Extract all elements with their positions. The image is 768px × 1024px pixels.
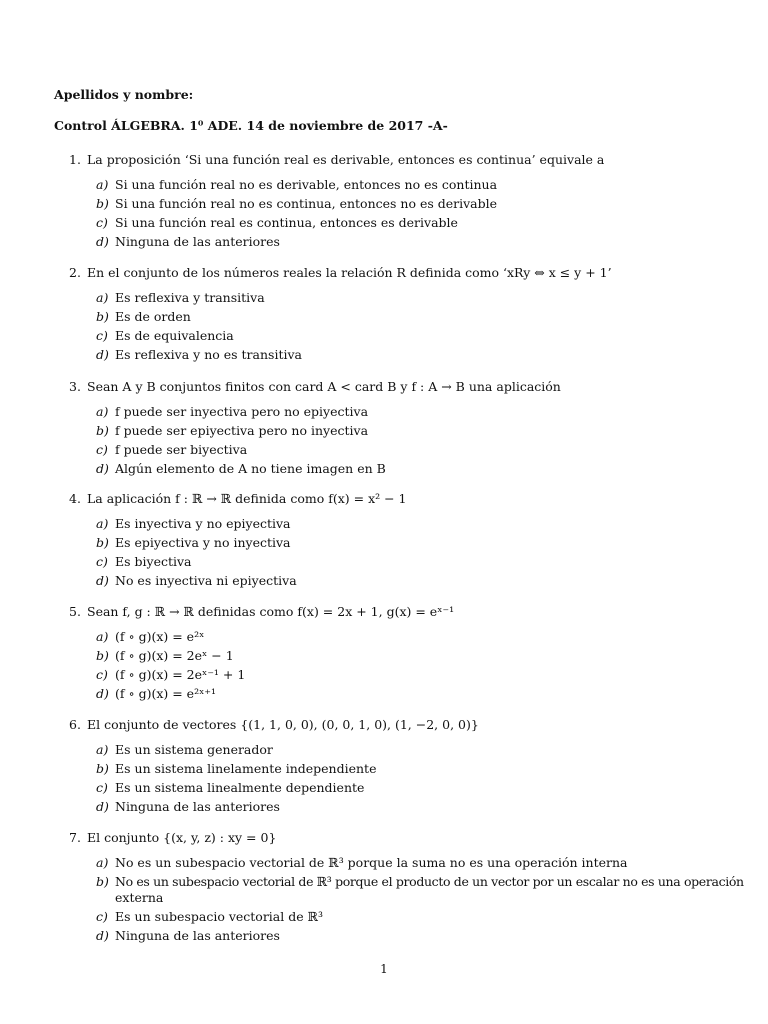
option-letter: c) [96,442,108,457]
option-text: f puede ser epiyectiva pero no inyectiva [115,423,369,438]
option-letter: a) [96,516,109,531]
option-text: Es reflexiva y no es transitiva [115,347,302,362]
option-letter: a) [96,742,109,757]
question-7 [69,830,276,845]
option-5c [96,667,245,682]
option-letter: b) [96,648,109,663]
option-2a [96,290,265,305]
option-text: Si una función real no es derivable, entonces no es continua [115,177,498,192]
question-text: La proposición ‘Si una función real es derivable, entonces es continua’ equivale a [87,152,605,167]
option-letter: a) [96,629,109,644]
option-letter: b) [96,761,109,776]
option-text: Es de equivalencia [115,328,234,343]
option-letter: c) [96,554,108,569]
option-2d [96,347,302,362]
option-text: Es un sistema linealmente dependiente [115,780,365,795]
option-text: No es un subespacio vectorial de ℝ³ porque la suma no es una operación interna [115,855,628,870]
option-letter: a) [96,177,109,192]
option-text: Es inyectiva y no epiyectiva [115,516,291,531]
question-5 [69,604,454,619]
option-text: Algún elemento de A no tiene imagen en B [115,461,386,476]
question-3 [69,379,561,394]
option-text: No es inyectiva ni epiyectiva [115,573,297,588]
option-text: (f ∘ g)(x) = e²ˣ [115,629,205,644]
option-letter: b) [96,196,109,211]
question-text: Sean A y B conjuntos finitos con card A < card B y f : A → B una aplicación [87,379,561,394]
option-3a [96,404,368,419]
option-text: Es reflexiva y transitiva [115,290,265,305]
option-2b [96,309,191,324]
option-3d [96,461,386,476]
option-7c [96,909,323,924]
question-4 [69,491,407,506]
option-text: Ninguna de las anteriores [115,234,280,249]
option-letter: b) [96,535,109,550]
option-letter: c) [96,667,108,682]
option-letter: b) [96,874,109,889]
option-6b [96,761,376,776]
page-number: 1 [380,962,388,976]
question-number: 6. [69,717,81,732]
option-text: Es de orden [115,309,191,324]
option-text: Es un sistema generador [115,742,273,757]
option-letter: c) [96,780,108,795]
option-letter: b) [96,309,109,324]
question-2 [69,265,612,280]
option-1b [96,196,497,211]
question-6 [69,717,479,732]
option-4b [96,535,291,550]
option-text: Ninguna de las anteriores [115,928,280,943]
option-3c [96,442,247,457]
option-text: Si una función real es continua, entonces es derivable [115,215,458,230]
option-text: f puede ser inyectiva pero no epiyectiva [115,404,369,419]
option-text: Es epiyectiva y no inyectiva [115,535,291,550]
question-number: 2. [69,265,81,280]
option-text: (f ∘ g)(x) = 2eˣ − 1 [115,648,234,663]
question-text: El conjunto de vectores {(1, 1, 0, 0), (0, 0, 1, 0), (1, −2, 0, 0)} [87,717,479,732]
option-text: f puede ser biyectiva [115,442,248,457]
option-7d [96,928,280,943]
option-letter: d) [96,928,109,943]
option-6d [96,799,280,814]
option-7a [96,855,627,870]
option-text: (f ∘ g)(x) = e²ˣ⁺¹ [115,686,216,701]
option-5a [96,629,204,644]
question-number: 3. [69,379,81,394]
option-7b [96,874,744,889]
option-text: Ninguna de las anteriores [115,799,280,814]
question-text: En el conjunto de los números reales la relación R definida como ‘xRy ⇔ x ≤ y + 1’ [87,265,612,280]
option-letter: a) [96,404,109,419]
option-letter: b) [96,423,109,438]
question-number: 1. [69,152,81,167]
question-1 [69,152,604,167]
question-number: 4. [69,491,81,506]
option-3b [96,423,368,438]
name-label: Apellidos y nombre: [54,87,194,102]
option-4d [96,573,297,588]
option-5d [96,686,216,701]
question-text: Sean f, g : ℝ → ℝ definidas como f(x) = 2x + 1, g(x) = eˣ⁻¹ [87,604,455,619]
option-text: Es un subespacio vectorial de ℝ³ [115,909,323,924]
option-text: No es un subespacio vectorial de ℝ³ porque el producto de un vector por un escalar no es una operación [115,874,744,889]
option-letter: d) [96,573,109,588]
option-text: Es un sistema linelamente independiente [115,761,377,776]
option-1a [96,177,497,192]
option-text: (f ∘ g)(x) = 2eˣ⁻¹ + 1 [115,667,246,682]
question-number: 7. [69,830,81,845]
option-4a [96,516,291,531]
question-text: La aplicación f : ℝ → ℝ definida como f(x) = x² − 1 [87,491,407,506]
option-letter: d) [96,799,109,814]
option-letter: d) [96,461,109,476]
option-text: Si una función real no es continua, entonces no es derivable [115,196,498,211]
option-letter: c) [96,909,108,924]
option-7b-continuation: externa [115,890,164,905]
option-letter: d) [96,234,109,249]
option-2c [96,328,234,343]
option-4c [96,554,192,569]
option-1c [96,215,458,230]
option-6c [96,780,364,795]
option-letter: a) [96,855,109,870]
option-letter: c) [96,328,108,343]
option-1d [96,234,280,249]
exam-title: Control ÁLGEBRA. 1⁰ ADE. 14 de noviembre de 2017 -A- [54,118,448,133]
option-6a [96,742,273,757]
option-letter: a) [96,290,109,305]
option-5b [96,648,234,663]
option-letter: d) [96,347,109,362]
question-text: El conjunto {(x, y, z) : xy = 0} [87,830,277,845]
option-letter: c) [96,215,108,230]
option-text: Es biyectiva [115,554,192,569]
option-letter: d) [96,686,109,701]
question-number: 5. [69,604,81,619]
